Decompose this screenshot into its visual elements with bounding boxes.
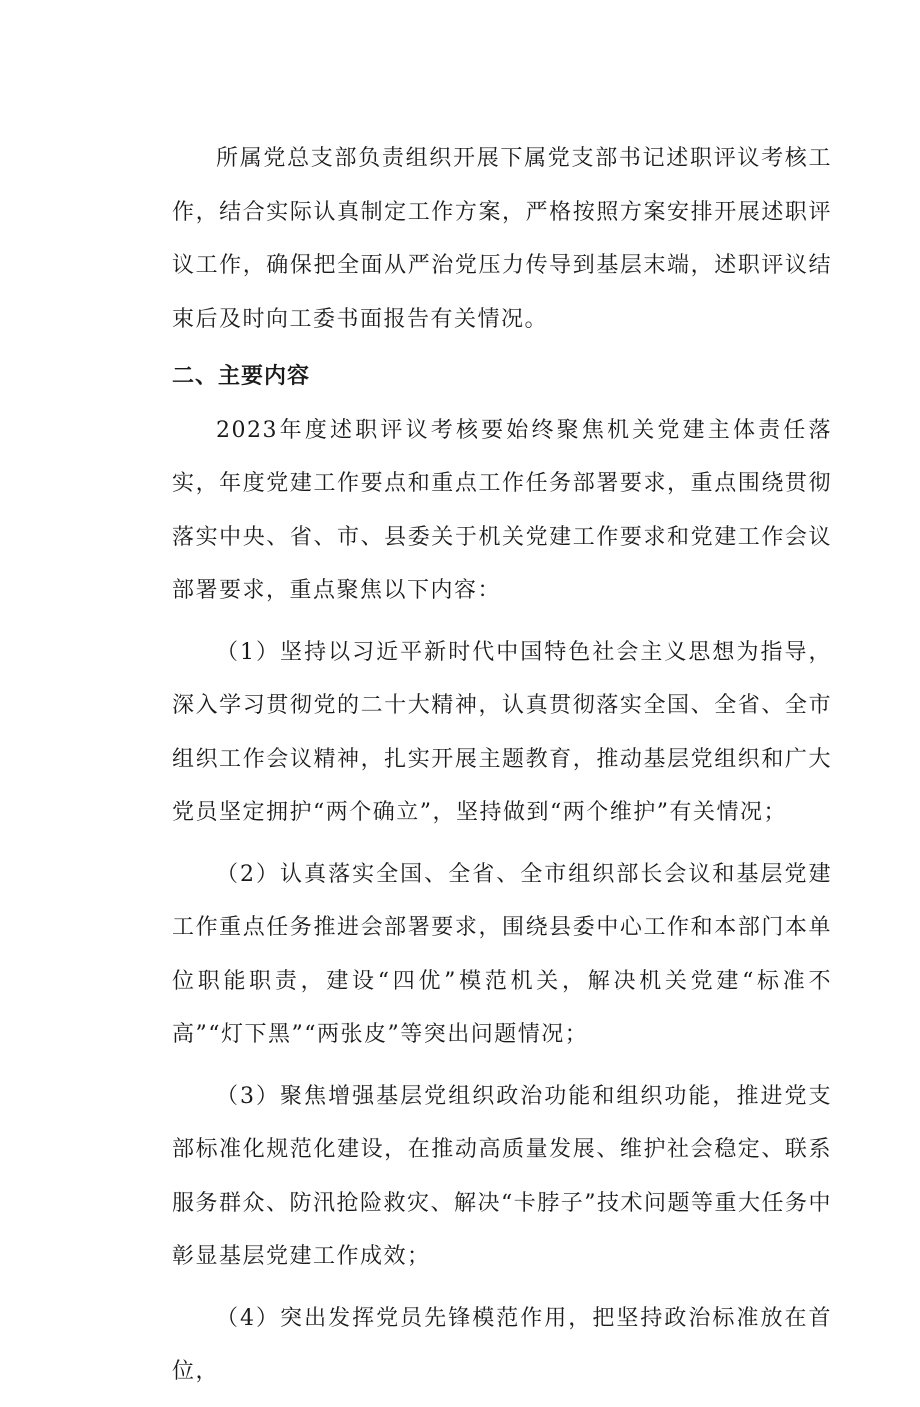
overview-paragraph: 2023年度述职评议考核要始终聚焦机关党建主体责任落实，年度党建工作要点和重点工作任务部署要求，重点围绕贯彻落实中央、省、市、县委关于机关党建工作要求和党建工作会议部署要求，重点聚焦以下内容： bbox=[172, 417, 832, 603]
list-item-4: （4）突出发挥党员先锋模范作用，把坚持政治标准放在首位， bbox=[172, 1305, 832, 1384]
list-item-2: （2）认真落实全国、全省、全市组织部长会议和基层党建工作重点任务推进会部署要求，围绕县委中心工作和本部门本单位职能职责，建设“四优”模范机关，解决机关党建“标准不高”“灯下黑”“两张皮”等突出问题情况； bbox=[172, 861, 832, 1047]
section-heading: 二、主要内容 bbox=[172, 364, 311, 389]
list-item-1: （1）坚持以习近平新时代中国特色社会主义思想为指导，深入学习贯彻党的二十大精神，认真贯彻落实全国、全省、全市组织工作会议精神，扎实开展主题教育，推动基层党组织和广大党员坚定拥护“两个确立”，坚持做到“两个维护”有关情况； bbox=[172, 639, 832, 825]
list-item-3: （3）聚焦增强基层党组织政治功能和组织功能，推进党支部标准化规范化建设，在推动高质量发展、维护社会稳定、联系服务群众、防汛抢险救灾、解决“卡脖子”技术问题等重大任务中彰显基层党建工作成效； bbox=[172, 1083, 832, 1269]
intro-paragraph: 所属党总支部负责组织开展下属党支部书记述职评议考核工作，结合实际认真制定工作方案，严格按照方案安排开展述职评议工作，确保把全面从严治党压力传导到基层末端，述职评议结束后及时向工委书面报告有关情况。 bbox=[172, 146, 832, 332]
document-body bbox=[172, 132, 832, 1407]
